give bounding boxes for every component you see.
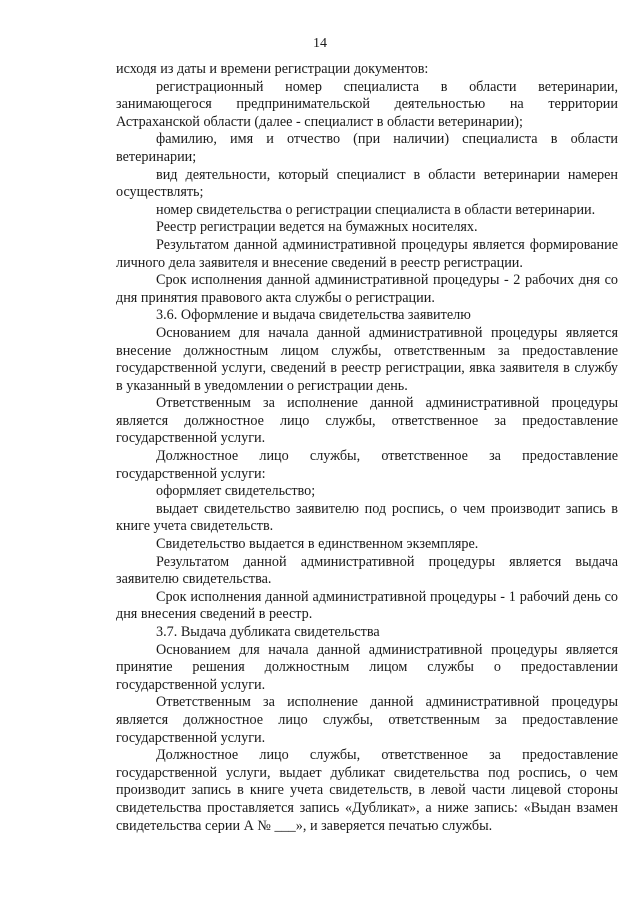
- paragraph: оформляет свидетельство;: [156, 483, 316, 500]
- paragraph: Должностное лицо службы, ответственное за предоставление государственной услуги, выдает дубликат свидетельства под роспись, о чем производит запись в книге учета свидетельств, в левой части лицевой стороны свидетельства проставляется запись «Дубликат», а ниже запись: «Выдан взамен свидетельства серии А № ___», и заверяется печатью службы.: [116, 747, 618, 834]
- page-number: 14: [313, 36, 327, 51]
- paragraph: Результатом данной административной процедуры является формирование личного дела заявителя и внесение сведений в реестр регистрации.: [116, 236, 618, 271]
- paragraph: выдает свидетельство заявителю под роспись, о чем производит запись в книге учета свидетельств.: [116, 500, 618, 535]
- paragraph: Основанием для начала данной административной процедуры является внесение должностным лицом службы, ответственным за предоставление государственной услуги, сведений в реестр регистрации, явка заявителя в службу в указанный в уведомлении о регистрации день.: [116, 324, 618, 394]
- paragraph: Срок исполнения данной административной процедуры - 1 рабочий день со дня внесения сведений в реестр.: [116, 588, 618, 623]
- paragraph: Срок исполнения данной административной процедуры - 2 рабочих дня со дня принятия правового акта службы о регистрации.: [116, 272, 618, 306]
- paragraph: номер свидетельства о регистрации специалиста в области ветеринарии.: [156, 201, 596, 218]
- paragraph: Основанием для начала данной административной процедуры является принятие решения должностным лицом службы о предоставлении государственной услуги.: [116, 641, 618, 693]
- paragraph: Ответственным за исполнение данной административной процедуры является должностное лицо службы, ответственное за предоставление государственной услуги.: [116, 395, 618, 447]
- paragraph: исходя из даты и времени регистрации документов:: [116, 61, 429, 77]
- paragraph: Реестр регистрации ведется на бумажных носителях.: [156, 219, 478, 236]
- section-heading: 3.7. Выдача дубликата свидетельства: [156, 624, 380, 640]
- paragraph: фамилию, имя и отчество (при наличии) специалиста в области ветеринарии;: [116, 131, 618, 165]
- paragraph: Результатом данной административной процедуры является выдача заявителю свидетельства.: [116, 553, 618, 588]
- paragraph: Свидетельство выдается в единственном экземпляре.: [156, 536, 479, 553]
- paragraph: вид деятельности, который специалист в области ветеринарии намерен осуществлять;: [116, 166, 618, 201]
- section-heading: 3.6. Оформление и выдача свидетельства заявителю: [156, 307, 471, 324]
- paragraph: Должностное лицо службы, ответственное за предоставление государственной услуги:: [116, 448, 618, 482]
- paragraph: регистрационный номер специалиста в области ветеринарии, занимающегося предпринимательской деятельностью на территории Астраханской области (далее - специалист в области ветеринарии);: [116, 78, 618, 130]
- body-text: [116, 61, 618, 835]
- paragraph: Ответственным за исполнение данной административной процедуры является должностное лицо службы, ответственным за предоставление государственной услуги.: [116, 694, 618, 746]
